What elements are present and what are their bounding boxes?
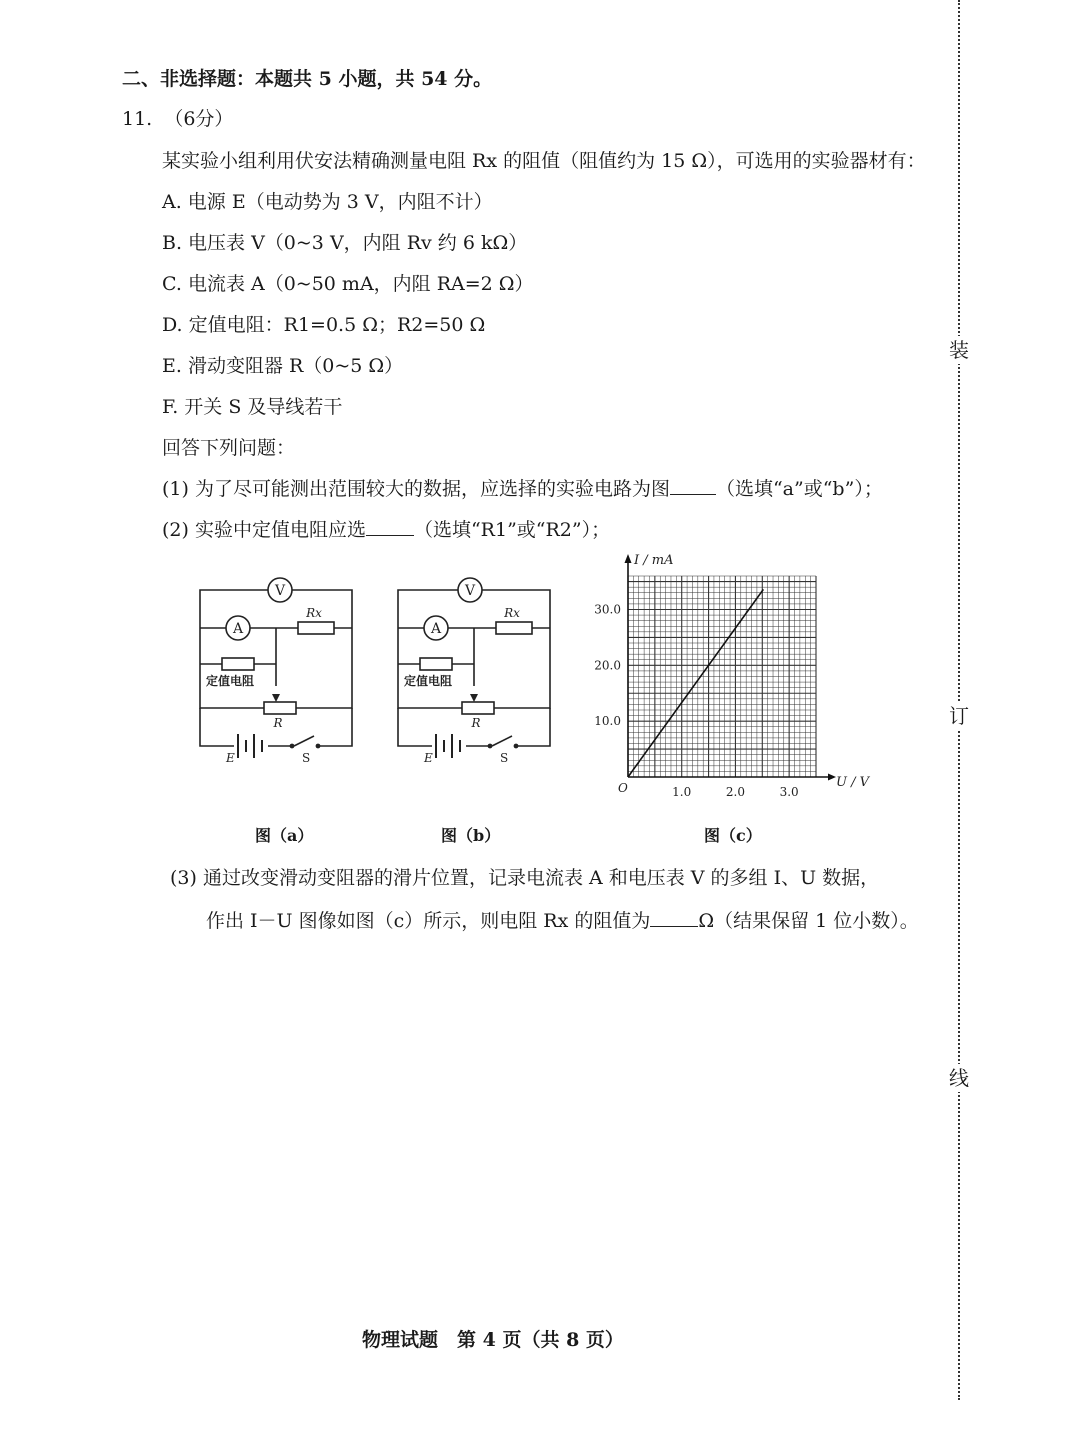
page-footer: 物理试题 第 4 页（共 8 页）: [362, 1329, 624, 1351]
x-axis-arrow: [828, 774, 836, 781]
x-tick-label: 2.0: [725, 785, 745, 799]
circuit-diagram-a: [190, 568, 362, 774]
binding-label-zhuang: 装: [946, 336, 972, 364]
option-c: C. 电流表 A（0~50 mA，内阻 RA=2 Ω）: [162, 273, 534, 295]
part-3-line-1: (3) 通过改变滑动变阻器的滑片位置，记录电流表 A 和电压表 V 的多组 I、U 数据，: [170, 867, 880, 889]
part-3-hint: Ω（结果保留 1 位小数）。: [698, 910, 919, 932]
rx-label: Rx: [504, 606, 520, 620]
answer-blank-1[interactable]: [670, 476, 716, 495]
source-label: E: [226, 751, 235, 765]
question-number-score: [122, 107, 233, 131]
source-label: E: [424, 751, 433, 765]
answer-prompt: 回答下列问题：: [162, 437, 296, 459]
iu-graph: [590, 546, 880, 802]
rheostat-label: R: [471, 716, 481, 730]
part-3-line-2: [206, 908, 919, 933]
rx-label: Rx: [306, 606, 322, 620]
question-score: （6分）: [164, 108, 234, 130]
y-tick-label: 10.0: [594, 714, 621, 729]
answer-blank-2[interactable]: [366, 517, 414, 536]
switch-label: S: [500, 751, 509, 765]
answer-blank-3[interactable]: [650, 908, 698, 927]
binding-dashed-line: [958, 0, 960, 1400]
y-axis-label: I / mA: [634, 553, 674, 568]
binding-label-ding: 订: [946, 702, 972, 730]
ammeter-label: A: [430, 621, 442, 637]
part-1: [162, 476, 883, 501]
origin-label: O: [618, 781, 628, 795]
y-tick-label: 30.0: [594, 602, 621, 617]
caption-figure-b: 图（b）: [441, 826, 501, 845]
x-tick-label: 3.0: [779, 785, 799, 799]
binding-label-xian: 线: [946, 1064, 972, 1092]
option-d: D. 定值电阻：R1=0.5 Ω；R2=50 Ω: [162, 314, 486, 336]
fixed-resistor-label: 定值电阻: [404, 674, 453, 688]
option-e: E. 滑动变阻器 R（0~5 Ω）: [162, 355, 404, 377]
question-stem: 某实验小组利用伏安法精确测量电阻 Rx 的阻值（阻值约为 15 Ω），可选用的实验器材有：: [162, 150, 926, 172]
option-b: B. 电压表 V（0~3 V，内阻 Rv 约 6 kΩ）: [162, 232, 528, 254]
question-number: 11.: [122, 108, 153, 130]
part-2-text: (2) 实验中定值电阻应选: [162, 519, 366, 541]
switch-label: S: [302, 751, 311, 765]
voltmeter-label: V: [274, 583, 286, 599]
part-1-text: (1) 为了尽可能测出范围较大的数据，应选择的实验电路为图: [162, 478, 670, 500]
fixed-resistor-label: 定值电阻: [206, 674, 255, 688]
y-tick-label: 20.0: [594, 658, 621, 673]
y-axis-arrow: [625, 554, 632, 563]
part-2-hint: （选填“R1”或“R2”）；: [413, 519, 611, 541]
part-3-text: 作出 I－U 图像如图（c）所示，则电阻 Rx 的阻值为: [206, 910, 651, 932]
circuit-diagram-b: [388, 568, 560, 774]
ammeter-label: A: [232, 621, 244, 637]
chart-grid: [628, 576, 816, 777]
rheostat-label: R: [273, 716, 283, 730]
part-1-hint: （选填“a”或“b”）；: [715, 478, 883, 500]
option-a: A. 电源 E（电动势为 3 V，内阻不计）: [162, 191, 493, 213]
x-tick-label: 1.0: [672, 785, 692, 799]
x-axis-label: U / V: [836, 775, 869, 790]
caption-figure-a: 图（a）: [255, 826, 314, 845]
part-2: [162, 517, 610, 542]
voltmeter-label: V: [464, 583, 476, 599]
caption-figure-c: 图（c）: [704, 826, 762, 845]
section-heading: 二、非选择题：本题共 5 小题，共 54 分。: [122, 68, 493, 90]
option-f: F. 开关 S 及导线若干: [162, 396, 343, 418]
